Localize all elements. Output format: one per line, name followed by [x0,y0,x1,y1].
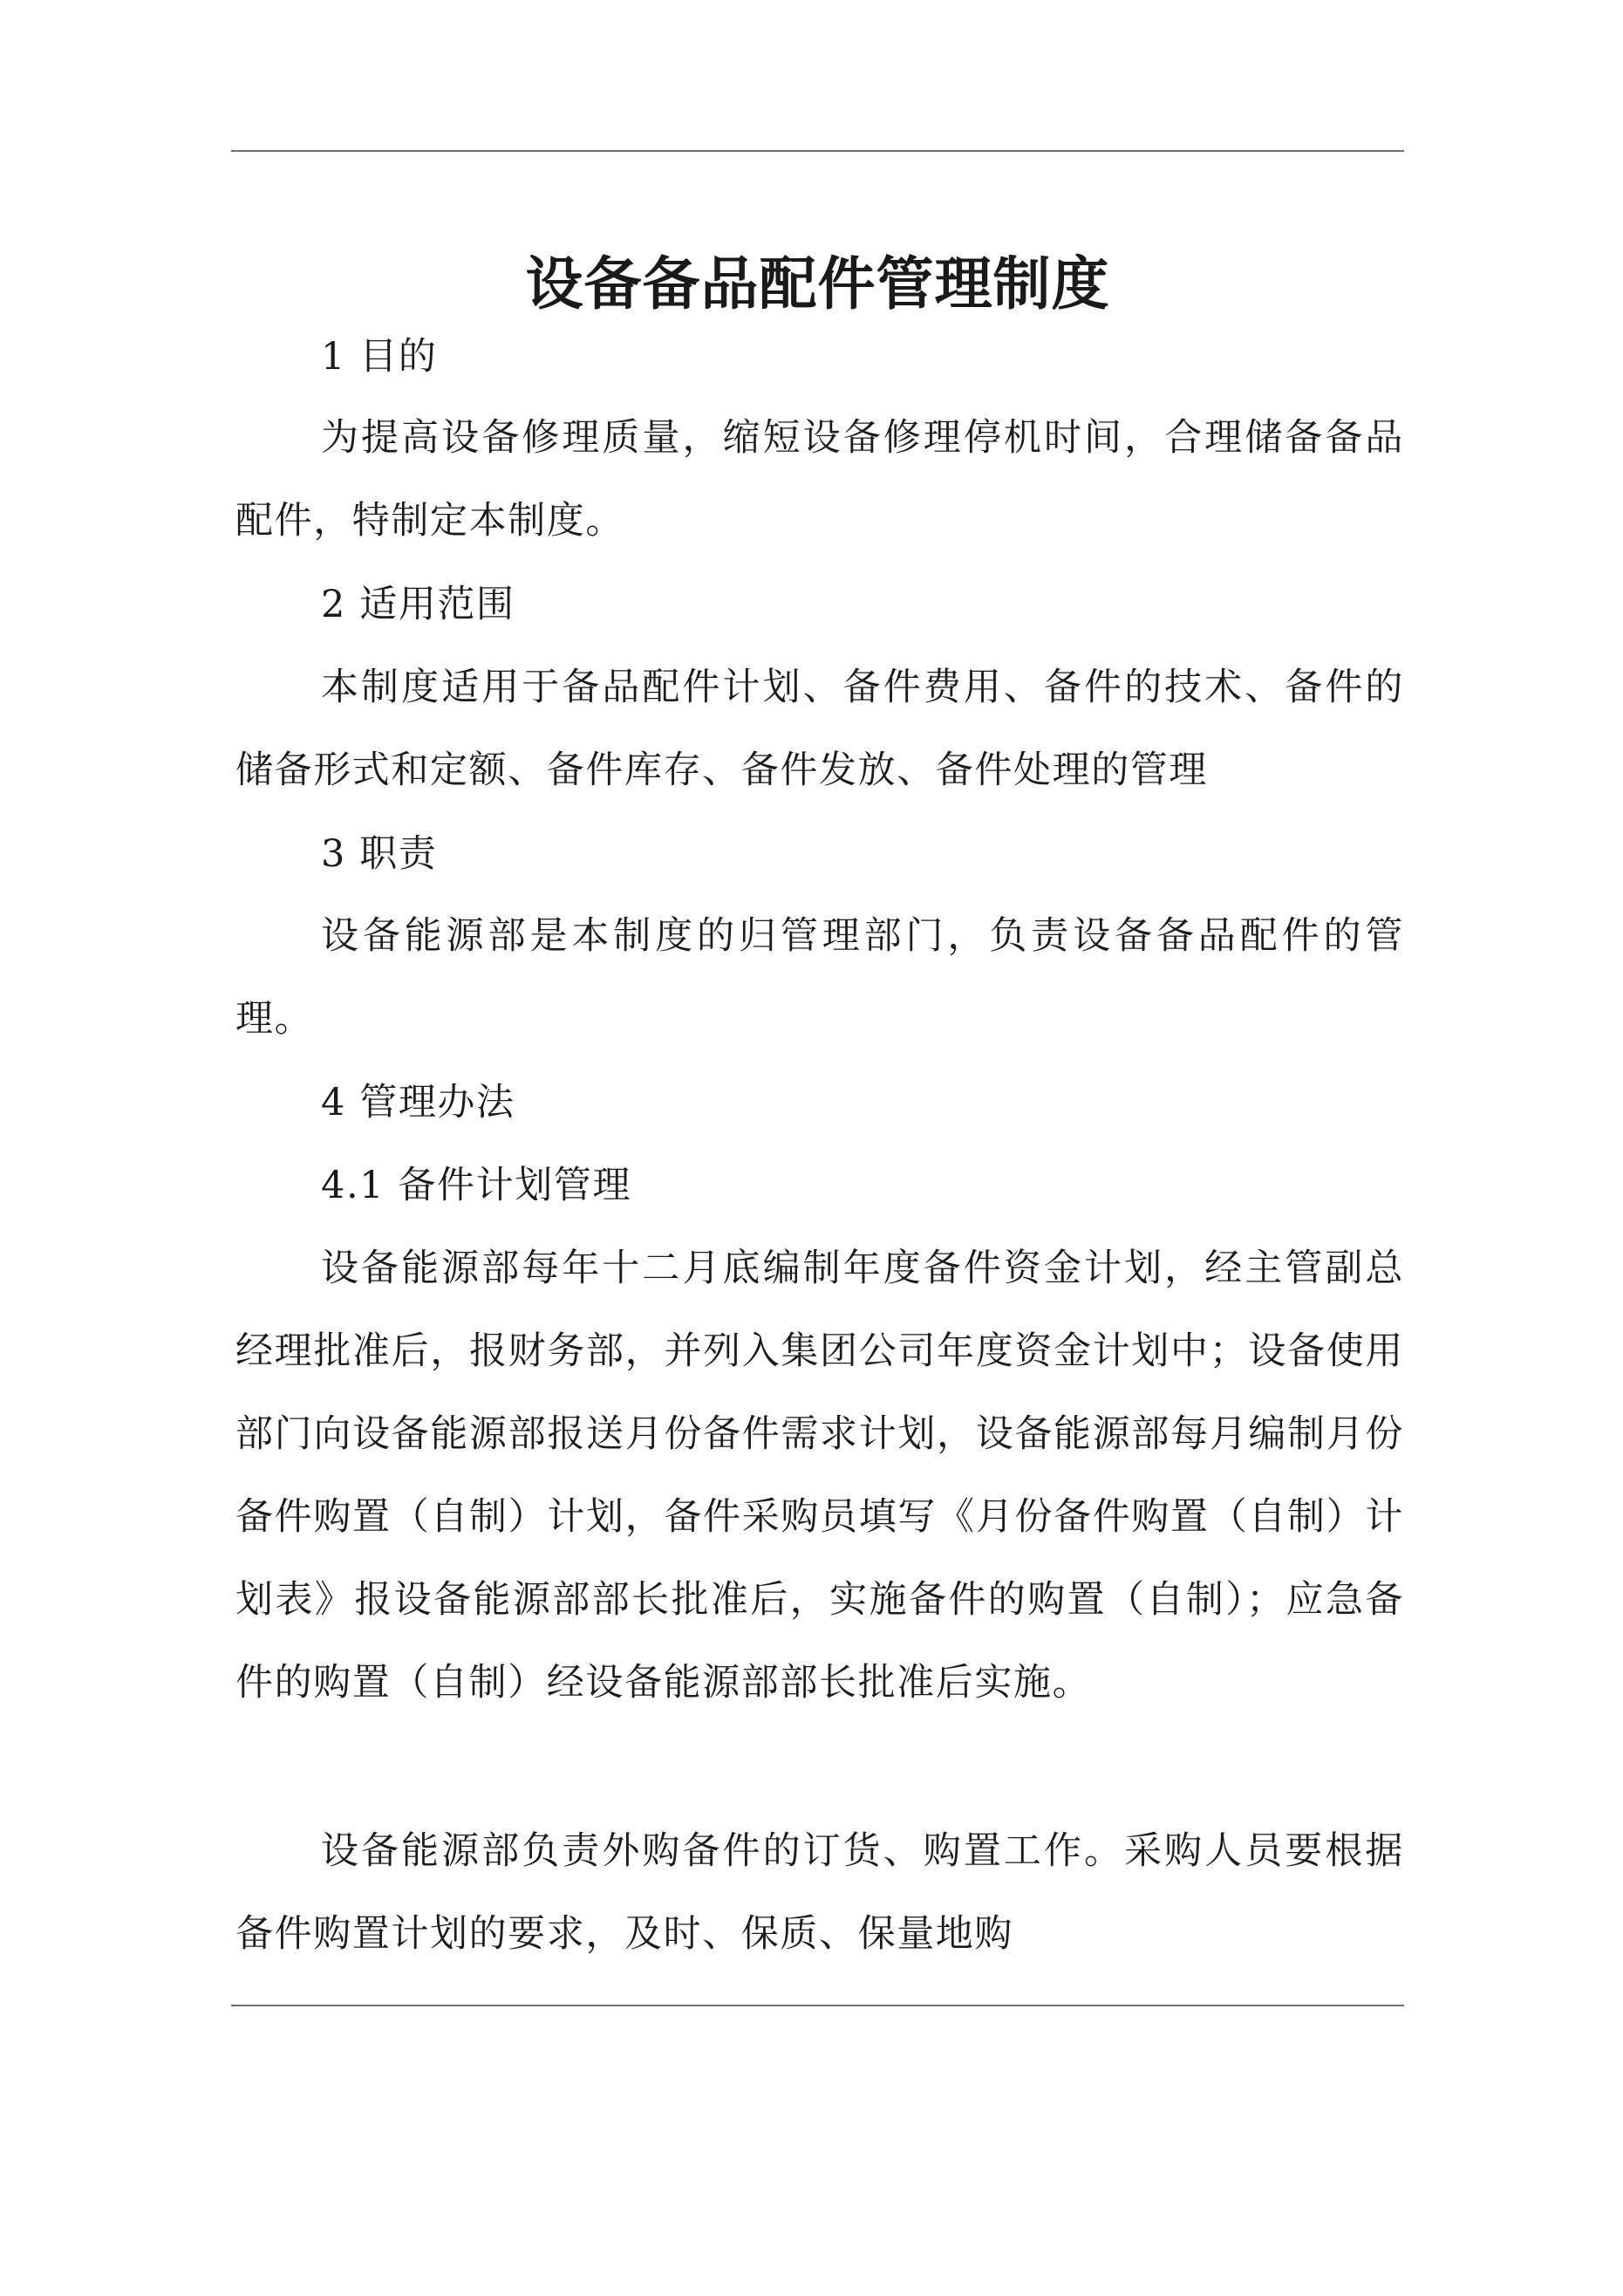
subsection-heading-plan: 4.1 备件计划管理 [321,1164,632,1207]
purpose-paragraph: 为提高设备修理质量，缩短设备修理停机时间，合理储备备品配件，特制定本制度。 [235,416,1404,543]
plan-paragraph-2: 设备能源部负责外购备件的订货、购置工作。采购人员要根据备件购置计划的要求，及时、保质、保量地购 [235,1829,1404,1956]
plan-paragraph-1: 设备能源部每年十二月底编制年度备件资金计划，经主管副总经理批准后，报财务部，并列入集团公司年度资金计划中；设备使用部门向设备能源部报送月份备件需求计划，设备能源部每月编制月份备件购置（自制）计划，备件采购员填写《月份备件购置（自制）计划表》报设备能源部部长批准后，实施备件的购置（自制）；应急备件的购置（自制）经设备能源部部长批准后实施。 [235,1247,1404,1705]
scope-paragraph: 本制度适用于备品配件计划、备件费用、备件的技术、备件的储备形式和定额、备件库存、备件发放、备件处理的管理 [235,666,1404,792]
duty-paragraph: 设备能源部是本制度的归管理部门，负责设备备品配件的管理。 [235,914,1404,1041]
section-heading-method: 4 管理办法 [321,1081,515,1124]
section-heading-purpose: 1 目的 [321,335,438,379]
section-heading-duty: 3 职责 [321,832,438,876]
footer-rule [231,2005,1404,2006]
header-rule [231,150,1404,152]
section-heading-scope: 2 适用范围 [321,583,515,626]
document-title: 设备备品配件管理制度 [525,249,1110,318]
